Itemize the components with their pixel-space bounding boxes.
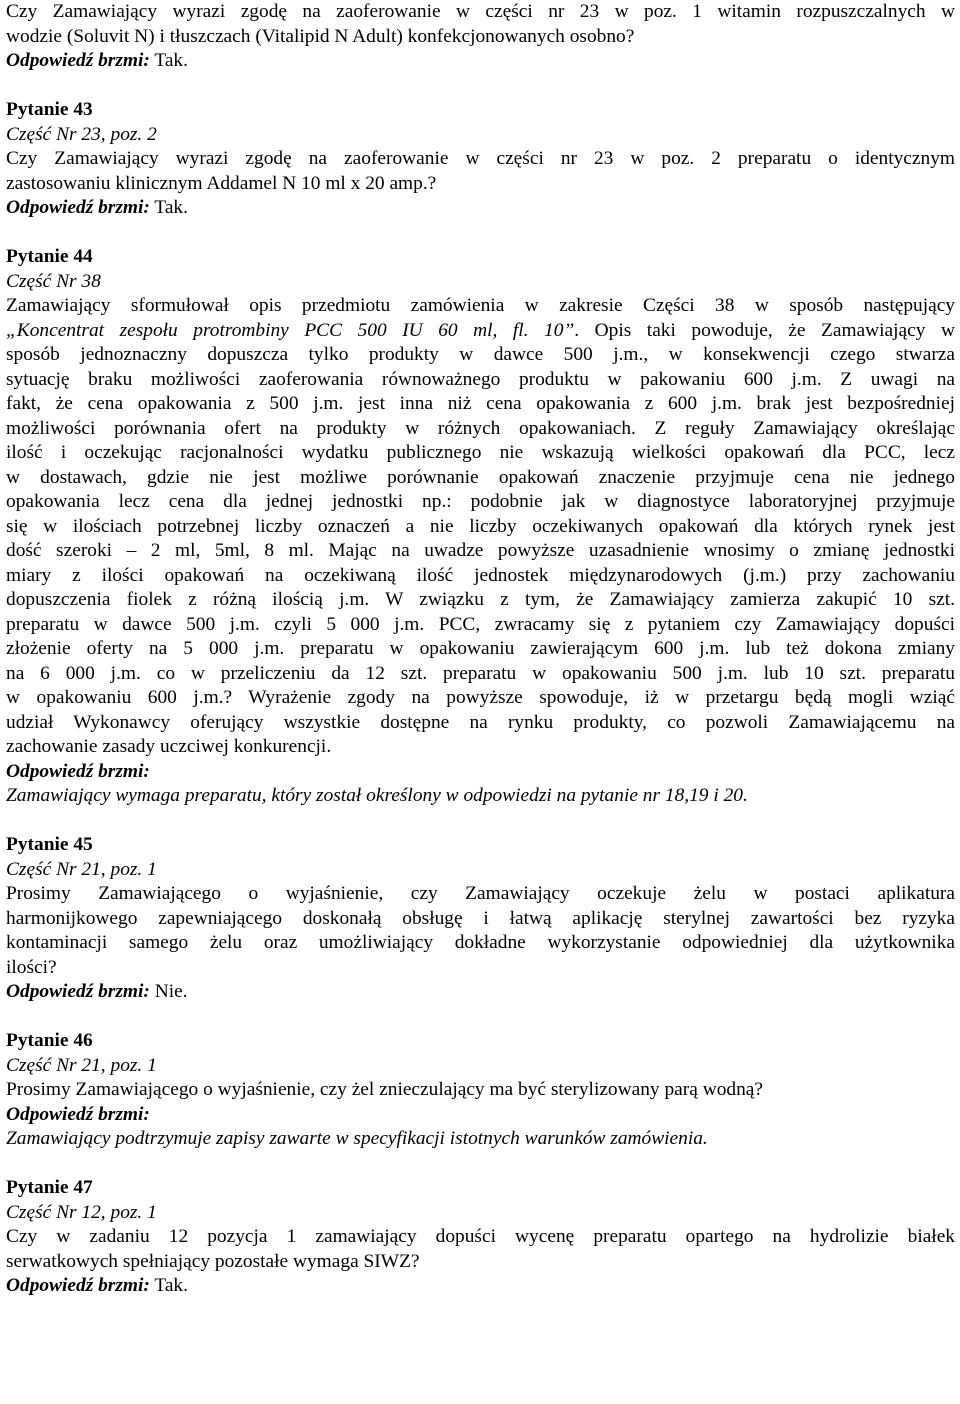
question-body-line: dopuszczenia fiolek z różną ilością j.m. W związku z tym, że Zamawiający zamierza zakupić 10 szt. — [6, 589, 955, 610]
question-body-line: dość szeroki – 2 ml, 5ml, 8 ml. Mając na uwadze powyższe uzasadnienie wnosimy o zmianę jednostki — [6, 540, 955, 561]
question-body-line: Prosimy Zamawiającego o wyjaśnienie, czy Zamawiający oczekuje żelu w postaci aplikatura — [6, 883, 955, 904]
question-body-line: kontaminacji samego żelu oraz umożliwiający dokładne wykorzystanie odpowiedniej dla użytkownika — [6, 932, 955, 953]
question-body-line — [6, 319, 955, 344]
question-intro — [6, 0, 955, 74]
answer-line — [6, 980, 955, 1005]
question-body-line: się w ilościach potrzebnej liczby oznaczeń a nie liczby oczekiwanych opakowań dla których rynek jest — [6, 515, 955, 537]
answer-line — [6, 1274, 955, 1299]
answer-text: Tak. — [154, 1275, 188, 1296]
answer-text: Tak. — [154, 50, 188, 71]
question-body-line: sposób jednoznaczny dopuszcza tylko produkty w dawce 500 j.m., w konsekwencji czego stwarza — [6, 344, 955, 365]
question-body-line: Zamawiający sformułował opis przedmiotu zamówienia w zakresie Części 38 w sposób następujący — [6, 295, 955, 316]
question-part: Część Nr 21, poz. 1 — [6, 1054, 157, 1076]
question-44 — [6, 245, 955, 809]
question-body-line: fakt, że cena opakowania z 500 j.m. jest inna niż cena opakowania z 600 j.m. brak jest bezpośredniej — [6, 393, 955, 414]
question-body-line: w dostawach, gdzie nie jest możliwe porównanie opakowań znaczenie przyjmuje cena nie jednego — [6, 466, 955, 488]
question-body-line: w opakowaniu 600 j.m.? Wyrażenie zgody na powyższe spowoduje, iż w przetargu będą mogli wziąć — [6, 687, 955, 708]
answer-text: Zamawiający podtrzymuje zapisy zawarte w specyfikacji istotnych warunków zamówienia. — [6, 1128, 708, 1149]
question-part: Część Nr 12, poz. 1 — [6, 1201, 157, 1223]
question-body-line: możliwości porównania ofert na produkty w różnych opakowaniach. Z reguły Zamawiający określając — [6, 417, 955, 439]
question-part: Część Nr 23, poz. 2 — [6, 123, 157, 145]
question-part: Część Nr 21, poz. 1 — [6, 858, 157, 880]
question-43 — [6, 98, 955, 221]
question-body-text: . Opis taki powoduje, że Zamawiający w — [574, 319, 956, 341]
answer-label: Odpowiedź brzmi: — [6, 981, 150, 1002]
answer-line — [6, 49, 955, 74]
question-body-line: na 6 000 j.m. co w przeliczeniu da 12 szt. preparatu w opakowaniu 500 j.m. lub 10 szt. preparatu — [6, 662, 955, 684]
question-body-line: miary z ilości opakowań na oczekiwaną ilość jednostek międzynarodowych (j.m.) przy zachowaniu — [6, 564, 955, 586]
question-body-line: wodzie (Soluvit N) i tłuszczach (Vitalipid N Adult) konfekcjonowanych osobno? — [6, 25, 635, 47]
question-body-line: opakowania lecz cena dla jednej jednostki np.: podobnie jak w diagnostyce laboratoryjnej przyjmuje — [6, 491, 955, 512]
answer-text: Tak. — [154, 197, 188, 218]
question-body-line: zachowanie zasady uczciwej konkurencji. — [6, 736, 332, 757]
question-title: Pytanie 47 — [6, 1177, 93, 1198]
question-body-line: Prosimy Zamawiającego o wyjaśnienie, czy żel znieczulający ma być sterylizowany parą wodną? — [6, 1079, 763, 1100]
question-body-line: złożenie oferty na 5 000 j.m. preparatu w opakowaniu zawierającym 600 j.m. lub też dokona zmiany — [6, 638, 955, 659]
question-body-line: ilości? — [6, 956, 57, 978]
question-body-line: ilość i oczekując racjonalności wydatku publicznego nie wskazują wielkości opakowań dla PCC, lecz — [6, 442, 955, 463]
answer-text: Zamawiający wymaga preparatu, który został określony w odpowiedzi na pytanie nr 18,19 i 20. — [6, 785, 748, 806]
spacer — [6, 74, 955, 99]
question-body-line: harmonijkowego zapewniającego doskonałą obsługę i łatwą aplikację sterylnej zawartości bez ryzyka — [6, 907, 955, 929]
question-body-line: preparatu w dawce 500 j.m. czyli 5 000 j.m. PCC, zwracamy się z pytaniem czy Zamawiający dopuści — [6, 613, 955, 635]
answer-label: Odpowiedź brzmi: — [6, 50, 150, 71]
question-46 — [6, 1029, 955, 1152]
question-body-line: udział Wykonawcy oferujący wszystkie dostępne na rynku produkty, co pozwoli Zamawiającemu na — [6, 711, 955, 733]
answer-label: Odpowiedź brzmi: — [6, 1275, 150, 1296]
question-body-line: Czy Zamawiający wyrazi zgodę na zaoferowanie w części nr 23 w poz. 2 preparatu o identycznym — [6, 148, 955, 169]
question-title: Pytanie 44 — [6, 246, 93, 267]
spacer — [6, 221, 955, 246]
question-title: Pytanie 46 — [6, 1030, 93, 1051]
question-body-line: serwatkowych spełniający pozostałe wymaga SIWZ? — [6, 1250, 420, 1272]
spacer — [6, 1152, 955, 1177]
question-body-line: sytuację braku możliwości zaoferowania równoważnego produktu w pakowaniu 600 j.m. Z uwagi na — [6, 368, 955, 390]
answer-line — [6, 196, 955, 221]
answer-label: Odpowiedź brzmi: — [6, 197, 150, 218]
answer-text: Nie. — [154, 981, 188, 1002]
question-title: Pytanie 43 — [6, 99, 93, 120]
answer-label: Odpowiedź brzmi: — [6, 760, 150, 782]
question-47 — [6, 1176, 955, 1299]
question-45 — [6, 833, 955, 1005]
question-body-line: Czy Zamawiający wyrazi zgodę na zaoferowanie w części nr 23 w poz. 1 witamin rozpuszczalnych w — [6, 1, 955, 22]
answer-label: Odpowiedź brzmi: — [6, 1103, 150, 1125]
question-body-line: zastosowaniu klinicznym Addamel N 10 ml x 20 amp.? — [6, 172, 437, 194]
question-body-line: Czy w zadaniu 12 pozycja 1 zamawiający dopuści wycenę preparatu opartego na hydrolizie białek — [6, 1226, 955, 1247]
spacer — [6, 809, 955, 834]
question-title: Pytanie 45 — [6, 834, 93, 855]
spacer — [6, 1005, 955, 1030]
product-description: „Koncentrat zespołu protrombiny PCC 500 IU 60 ml, fl. 10” — [6, 319, 575, 341]
question-part: Część Nr 38 — [6, 270, 101, 292]
